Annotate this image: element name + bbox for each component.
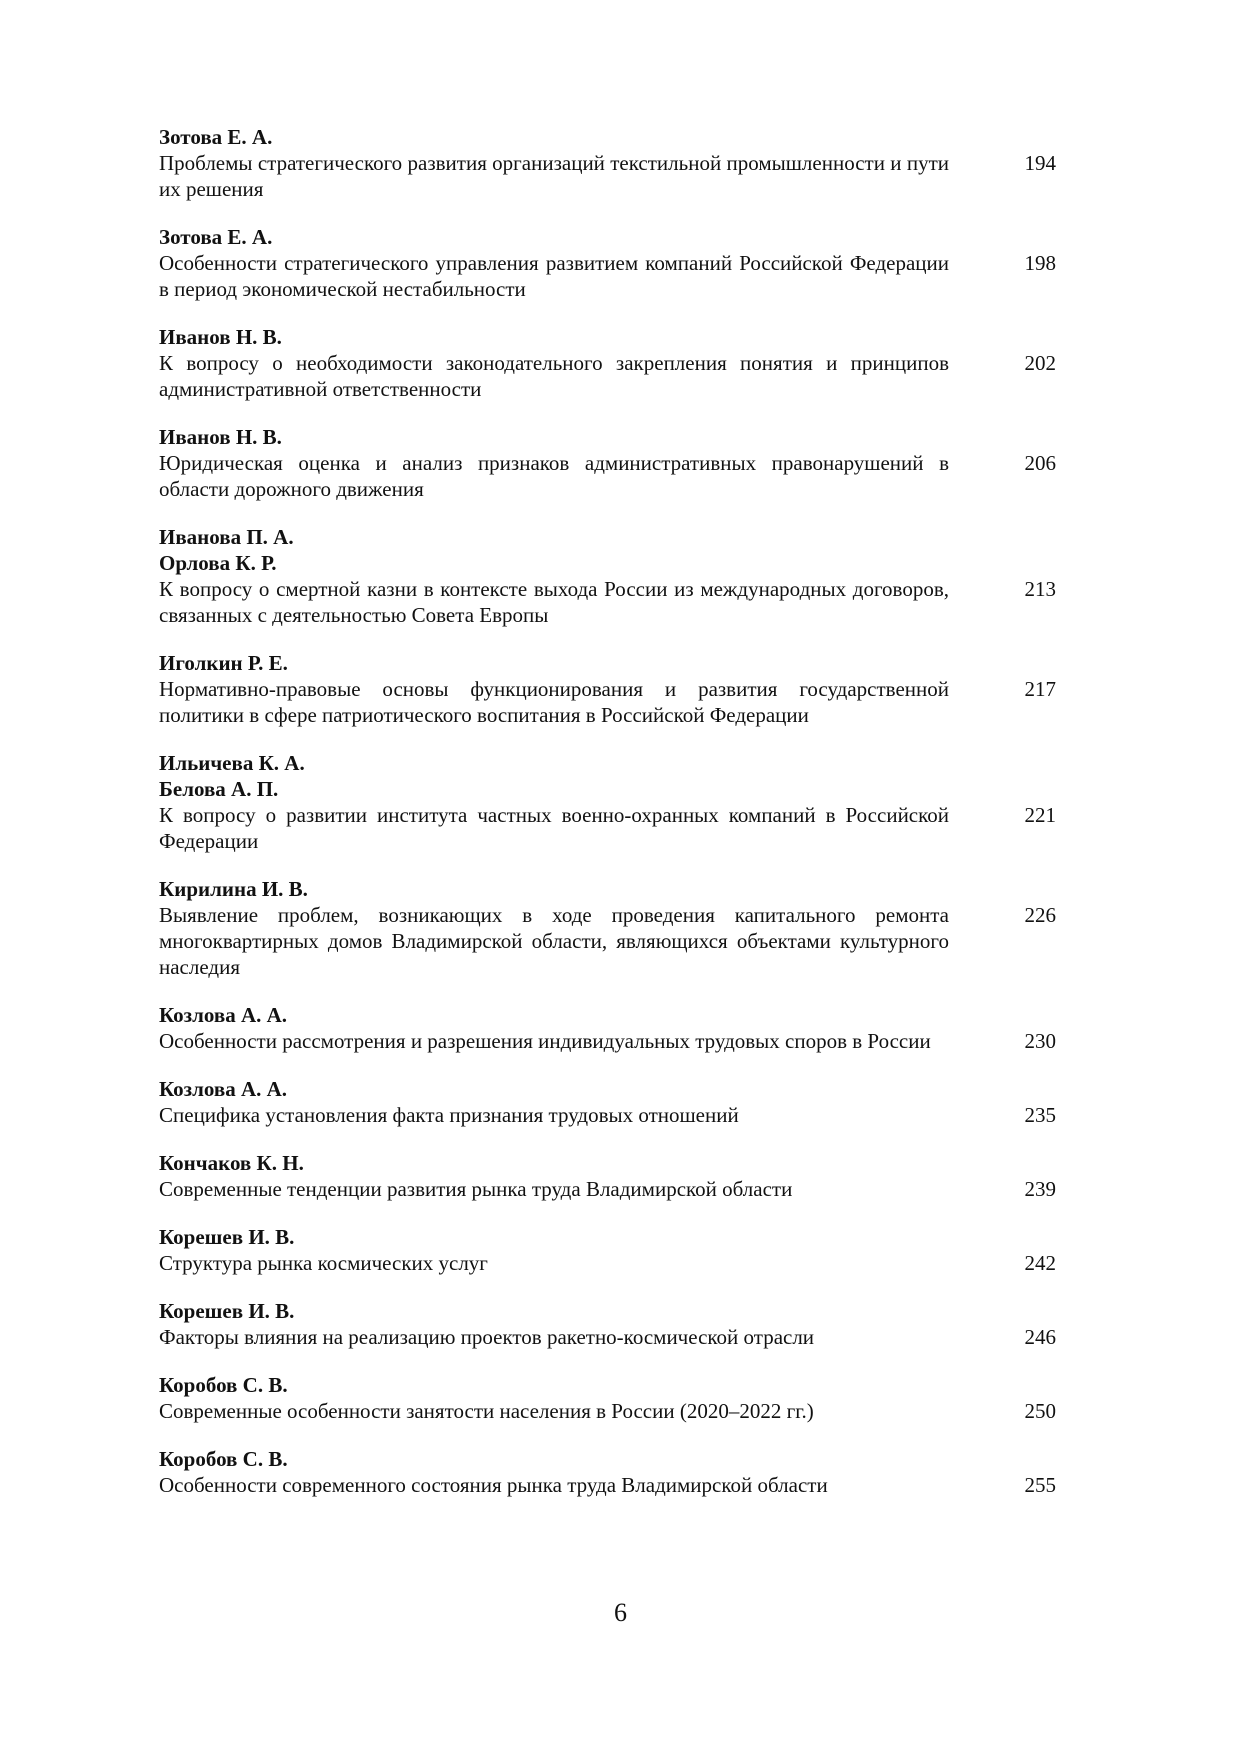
toc-page-number: 235 [1024, 1103, 1056, 1127]
toc-title: Особенности рассмотрения и разрешения индивидуальных трудовых споров в России [159, 1029, 931, 1053]
toc-title: Современные особенности занятости населения в России (2020–2022 гг.) [159, 1399, 814, 1423]
toc-entry [159, 1002, 1059, 1054]
toc-title: Особенности современного состояния рынка труда Владимирской области [159, 1473, 828, 1497]
toc-page-number: 230 [1024, 1029, 1056, 1053]
toc-title: К вопросу о смертной казни в контексте выхода России из международных договоров, связанных с деятельностью Совета Европы [159, 577, 949, 627]
toc-title: Современные тенденции развития рынка труда Владимирской области [159, 1177, 793, 1201]
toc-title: Нормативно-правовые основы функционирования и развития государственной политики в сфере патриотического воспитания в Российской Федерации [159, 677, 949, 727]
toc-entry [159, 1298, 1059, 1350]
toc-entry [159, 1372, 1059, 1424]
toc-title: Структура рынка космических услуг [159, 1251, 488, 1275]
toc-entry [159, 1076, 1059, 1128]
toc-entry [159, 1446, 1059, 1498]
toc-author: Коробов С. В. [159, 1373, 288, 1397]
toc-page-number: 246 [1024, 1325, 1056, 1349]
toc-author: Зотова Е. А. [159, 125, 273, 149]
toc-title: Факторы влияния на реализацию проектов ракетно-космической отрасли [159, 1325, 815, 1349]
toc-author: Кирилина И. В. [159, 877, 308, 901]
toc-entry [159, 750, 1059, 854]
toc-page-number: 226 [1024, 903, 1056, 927]
toc-page-number: 206 [1024, 451, 1056, 475]
toc-page-number: 250 [1024, 1399, 1056, 1423]
toc-title: Выявление проблем, возникающих в ходе проведения капитального ремонта многоквартирных домов Владимирской области, являющихся объектами культурного наследия [159, 903, 949, 979]
toc-author: Иванов Н. В. [159, 325, 282, 349]
toc-author: Иголкин Р. Е. [159, 651, 288, 675]
toc-page-number: 221 [1024, 803, 1056, 827]
toc-page-number: 198 [1024, 251, 1056, 275]
toc-entry [159, 124, 1059, 202]
toc-entry [159, 1224, 1059, 1276]
toc-author: Козлова А. А. [159, 1003, 288, 1027]
toc-page-number: 255 [1024, 1473, 1056, 1497]
toc-title: Особенности стратегического управления развитием компаний Российской Федерации в период экономической нестабильности [159, 251, 949, 301]
toc-entry [159, 524, 1059, 628]
toc-author: Корешев И. В. [159, 1225, 295, 1249]
toc-author: Козлова А. А. [159, 1077, 288, 1101]
toc-author: Корешев И. В. [159, 1299, 295, 1323]
toc-title: К вопросу о необходимости законодательного закрепления понятия и принципов административной ответственности [159, 351, 949, 401]
toc-author: Коробов С. В. [159, 1447, 288, 1471]
toc-page-number: 239 [1024, 1177, 1056, 1201]
toc-entry [159, 224, 1059, 302]
toc-title: К вопросу о развитии института частных военно-охранных компаний в Российской Федерации [159, 803, 949, 853]
toc-title: Проблемы стратегического развития организаций текстильной промышленности и пути их решения [159, 151, 949, 201]
toc-page-number: 213 [1024, 577, 1056, 601]
toc-title: Специфика установления факта признания трудовых отношений [159, 1103, 739, 1127]
toc-entry [159, 876, 1059, 980]
toc-page-number: 217 [1024, 677, 1056, 701]
toc-entry [159, 1150, 1059, 1202]
toc-page-number: 194 [1024, 151, 1056, 175]
toc-author: Ильичева К. А. [159, 751, 305, 775]
toc-author: Кончаков К. Н. [159, 1151, 304, 1175]
table-of-contents [159, 124, 1059, 1520]
page-number: 6 [614, 1598, 627, 1627]
toc-author: Орлова К. Р. [159, 551, 277, 575]
toc-title: Юридическая оценка и анализ признаков административных правонарушений в области дорожного движения [159, 451, 949, 501]
toc-page-number: 202 [1024, 351, 1056, 375]
toc-page-number: 242 [1024, 1251, 1056, 1275]
toc-author: Белова А. П. [159, 777, 279, 801]
toc-author: Зотова Е. А. [159, 225, 273, 249]
toc-author: Иванов Н. В. [159, 425, 282, 449]
toc-entry [159, 424, 1059, 502]
toc-entry [159, 650, 1059, 728]
toc-author: Иванова П. А. [159, 525, 294, 549]
toc-entry [159, 324, 1059, 402]
